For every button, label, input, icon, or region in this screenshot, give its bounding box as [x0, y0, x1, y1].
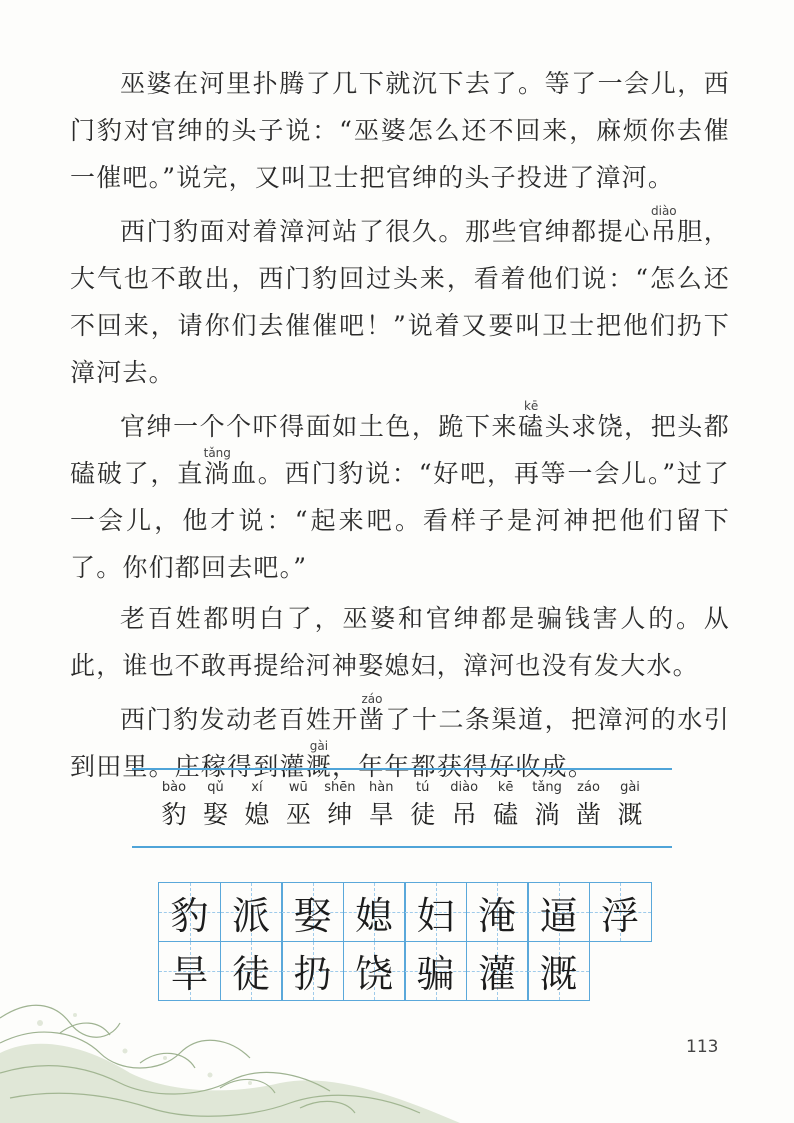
vocab-pinyin: tǎng: [532, 780, 562, 795]
grid-cell: [343, 882, 406, 942]
grid-character: 淹: [477, 893, 516, 938]
vocab-pinyin: xí: [251, 780, 263, 795]
grid-row: [158, 941, 650, 1000]
grid-character: 豹: [170, 893, 209, 938]
grid-cell: [158, 882, 221, 942]
vocab-item: [278, 780, 318, 832]
grid-character: 灌: [477, 952, 516, 996]
vocab-item: [195, 780, 235, 832]
grid-character: 溉: [539, 952, 578, 996]
vocab-pinyin: shēn: [324, 780, 356, 795]
vocab-item: [486, 780, 526, 832]
grid-character: 徒: [231, 952, 270, 996]
vocab-item: [527, 780, 567, 832]
vocab-item: [403, 780, 443, 832]
paragraph: 巫婆在河里扑腾了几下就沉下去了。等了一会儿，西门豹对官绅的头子说：“巫婆怎么还不回来，麻烦你去催一催吧。”说完，又叫卫士把官绅的头子投进了漳河。: [70, 69, 730, 192]
annotated-character: 溉gài: [305, 739, 333, 781]
vocab-character: 淌: [534, 800, 560, 829]
annotated-character: 淌tǎng: [203, 446, 231, 488]
annotated-character: 凿záo: [358, 692, 386, 734]
paragraph: 西门豹发动老百姓开凿záo了十二条渠道，把漳河的水引到田里。庄稼得到灌溉gài，年年都获得好收成。: [70, 692, 730, 781]
grid-cell: [466, 882, 529, 942]
grid-character: 浮: [600, 893, 639, 938]
grid-character: 妇: [416, 893, 455, 938]
vocab-pinyin: hàn: [369, 780, 394, 795]
vocab-character: 磕: [493, 800, 519, 829]
vocab-item: [237, 780, 277, 832]
annotated-character: 吊diào: [650, 204, 678, 246]
vocab-item: [444, 780, 484, 832]
vocab-item: [154, 780, 194, 832]
pinyin-annotation: diào: [650, 204, 677, 218]
vocab-pinyin: wū: [288, 780, 308, 795]
grid-cell: [589, 882, 652, 942]
grid-character: 派: [231, 893, 270, 938]
page-number: 113: [686, 1037, 719, 1057]
annotated-character: 磕kē: [518, 399, 545, 441]
grid-cell: [281, 882, 344, 942]
vocab-item: [320, 780, 360, 832]
grid-cell: [404, 941, 467, 1001]
vocab-character: 娶: [202, 800, 228, 829]
grid-character: 扔: [293, 952, 332, 996]
grid-cell: [404, 882, 467, 942]
paragraph: 老百姓都明白了，巫婆和官绅都是骗钱害人的。从此，谁也不敢再提给河神娶媳妇，漳河也没有发大水。: [70, 604, 730, 680]
grid-cell: [527, 882, 590, 942]
grid-cell: [220, 941, 283, 1001]
grid-character: 骗: [416, 952, 455, 996]
grid-cell: [343, 941, 406, 1001]
vocab-box: [132, 768, 672, 848]
grid-character: 媳: [354, 893, 393, 938]
vocab-pinyin: diào: [450, 780, 479, 795]
paragraph: 官绅一个个吓得面如土色，跪下来磕kē头求饶，把头都磕破了，直淌tǎng血。西门豹说：“好吧，再等一会儿。”过了一会儿，他才说：“起来吧。看样子是河神把他们留下了。你们都回去吧。”: [70, 399, 730, 582]
pinyin-annotation: gài: [305, 739, 332, 753]
grid-cell: [466, 941, 529, 1001]
vocab-character: 溉: [617, 800, 643, 829]
lesson-text: [70, 60, 730, 794]
pinyin-annotation: kē: [518, 399, 545, 413]
pinyin-annotation: záo: [358, 692, 386, 706]
vocab-item: [610, 780, 650, 832]
vocab-pinyin: kē: [497, 780, 514, 795]
grid-row: [158, 882, 650, 941]
grid-character: 逼: [539, 893, 578, 938]
vocab-item: [569, 780, 609, 832]
vocab-character: 巫: [285, 800, 311, 829]
pinyin-annotation: tǎng: [203, 446, 231, 460]
grid-cell: [158, 941, 221, 1001]
vocab-character: 媳: [244, 800, 270, 829]
grid-character: 娶: [293, 893, 332, 938]
grid-cell: [220, 882, 283, 942]
grid-cell: [527, 941, 590, 1001]
writing-grid: [158, 882, 650, 999]
vocab-pinyin: qǔ: [207, 780, 224, 795]
vocab-character: 豹: [161, 800, 187, 829]
vocab-character: 吊: [451, 800, 477, 829]
vocab-character: 旱: [368, 800, 394, 829]
vocab-character: 绅: [327, 800, 353, 829]
vocab-item: [361, 780, 401, 832]
grid-character: 饶: [354, 952, 393, 996]
vocab-pinyin: tú: [416, 780, 430, 795]
vocab-pinyin: záo: [577, 780, 600, 795]
grid-character: 旱: [170, 952, 209, 996]
paragraph: 西门豹面对着漳河站了很久。那些官绅都提心吊diào胆，大气也不敢出，西门豹回过头来，看着他们说：“怎么还不回来，请你们去催催吧！”说着又要叫卫士把他们扔下漳河去。: [70, 204, 731, 387]
vocab-row: [132, 770, 672, 832]
vocab-character: 凿: [576, 800, 602, 829]
grid-cell: [281, 941, 344, 1001]
vocab-character: 徒: [410, 800, 436, 829]
vocab-pinyin: bào: [161, 780, 187, 795]
vocab-pinyin: gài: [620, 780, 640, 795]
